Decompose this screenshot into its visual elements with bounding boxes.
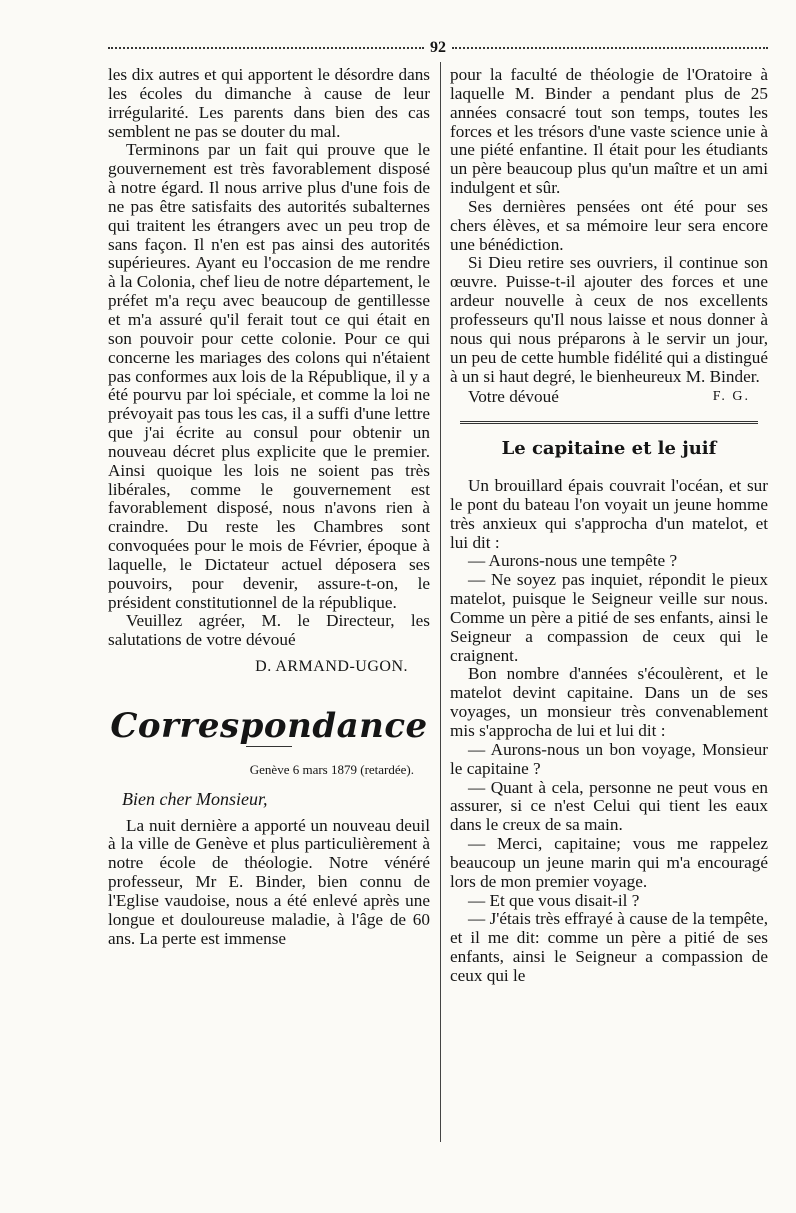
page-number: 92	[430, 39, 446, 56]
right-column	[450, 66, 768, 986]
story-title: Le capitaine et le juif	[501, 438, 717, 460]
paragraph: Bon nombre d'années s'écoulèrent, et le matelot devint capitaine. Dans un de ses voyages, un monsieur très convenablement mis s'approcha de lui et lui dit :	[450, 664, 768, 740]
paragraph: Si Dieu retire ses ouvriers, il continue son œuvre. Puisse-t-il ajouter des forces et une ardeur nouvelle à ceux de nos excellents professeurs qu'Il nous laisse et nous donner à nous qui nous préparons à le servir un jour, un peu de cette humble fidélité qui a distingué à un si haut degré, le bienheureux M. Binder.	[450, 253, 768, 386]
paragraph: La nuit dernière a apporté un nouveau deuil à la ville de Genève et plus particulièrement à notre école de théologie. Notre vénéré professeur, Mr E. Binder, bien connu de l'Eglise vaudoise, nous a été enlevé après une longue et douloureuse maladie, à l'âge de 60 ans. La perte est immense	[108, 815, 430, 948]
paragraph: — Et que vous disait-il ?	[468, 890, 640, 910]
paragraph: Terminons par un fait qui prouve que le gouvernement est très favorablement disposé à notre égard. Il nous arrive plus d'une fois de ne pas être satisfaits des autorités subalternes qui traitent les étrangers avec un peu trop de sans façon. Il n'en est pas ainsi des autorités supérieures. Ayant eu l'occasion de me rendre à la Colonia, chef lieu de notre département, le préfet m'a reçu avec beaucoup de gentillesse et m'a assuré qu'il ferait tout ce qui était en son pouvoir pour cette colonie. Pour ce qui concerne les mariages des colons qui n'étaient pas conformes aux lois de la République, il y a été pourvu par loi spéciale, et comme la loi ne prévoyait pas tous les cas, il a suffi d'une lettre que j'ai écrite au consul pour obtenir un nouveau décret plus explicite que le premier. Ainsi quoique les lois ne soient pas très libérales, comme le gouvernement est favorablement disposé, nous n'avons rien à craindre. Du reste les Chambres sont convoquées pour le mois de Février, époque à laquelle, le Dictateur actuel déposera ses pouvoirs, pour devenir, assure-t-on, le président constitutionnel de la république.	[108, 140, 430, 612]
column-divider	[440, 62, 441, 1142]
paragraph: pour la faculté de théologie de l'Oratoire à laquelle M. Binder a pendant plus de 25 années consacré tout son temps, toutes les forces et les trésors d'une vaste science unie à une piété enfantine. Il était pour les étudiants un père beaucoup plus qu'un maître et un ami indulgent et sûr.	[450, 65, 768, 198]
paragraph: Un brouillard épais couvrait l'océan, et sur le pont du bateau l'on voyait un jeune homme très anxieux qui s'approcha d'un matelot, et lui dit :	[450, 476, 768, 552]
paragraph: Ses dernières pensées ont été pour ses chers élèves, et sa mémoire leur sera encore une bénédiction.	[450, 196, 768, 254]
author-initials: F. G.	[712, 389, 750, 405]
paragraph: — Aurons-nous une tempête ?	[468, 551, 678, 571]
letter-closing	[450, 388, 768, 407]
paragraph: — Merci, capitaine; vous me rappelez beaucoup un jeune marin qui m'a encouragé lors de mon premier voyage.	[450, 834, 768, 891]
paragraph: — Ne soyez pas inquiet, répondit le pieux matelot, puisque le Seigneur veille sur nous. Comme un père a pitié de ses enfants, ainsi le Seigneur a compassion de ceux qui le craignent.	[450, 570, 768, 665]
paragraph: — Aurons-nous un bon voyage, Monsieur le capitaine ?	[450, 739, 768, 778]
section-divider	[460, 421, 758, 424]
salutation: Bien cher Monsieur,	[122, 788, 268, 809]
signature: D. ARMAND-UGON.	[255, 658, 408, 676]
paragraph: — Quant à cela, personne ne peut vous en assurer, si ce n'est Celui qui tient les eaux dans le creux de sa main.	[450, 777, 768, 835]
dateline: Genève 6 mars 1879 (retardée).	[249, 761, 414, 777]
paragraph: les dix autres et qui apportent le désordre dans les écoles du dimanche à cause de leur irrégularité. Les parents dans bien des cas semblent ne pas se douter du mal.	[108, 65, 430, 141]
paragraph: — J'étais très effrayé à cause de la tempête, et il me dit: comme un père a pitié de ses enfants, ainsi le Seigneur a compassion de ceux qui le	[450, 909, 768, 985]
left-column	[108, 66, 430, 948]
section-title: Correspondance	[110, 706, 428, 746]
paragraph: Veuillez agréer, M. le Directeur, les salutations de votre dévoué	[108, 611, 430, 650]
header-rule-right	[452, 47, 768, 49]
closing-text: Votre dévoué	[468, 387, 559, 407]
page-header	[108, 38, 768, 58]
header-rule-left	[108, 47, 424, 49]
